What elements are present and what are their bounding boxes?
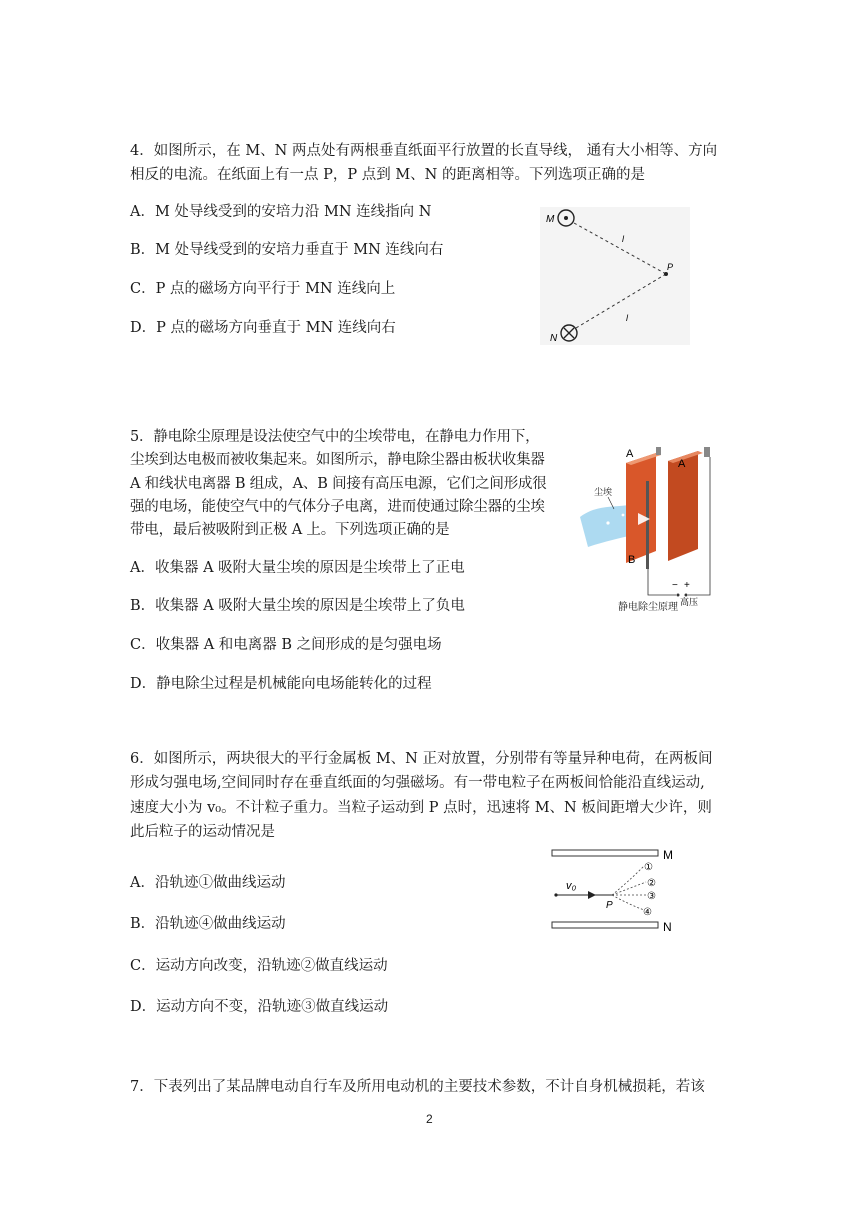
q4-fig-label-l-bottom: l <box>626 313 628 323</box>
q5-stem-line-1: 5．静电除尘原理是设法使空气中的尘埃带电，在静电力作用下， <box>130 429 540 445</box>
q5-stem-line-3: A 和线状电离器 B 组成，A、B 间接有高压电源，它们之间形成很 <box>130 476 547 492</box>
q5-figure-precipitator <box>578 443 728 613</box>
q5-figure-caption: 静电除尘原理 <box>618 602 678 613</box>
q6-fig-label-p: P <box>606 900 613 911</box>
q6-stem-line-1: 6．如图所示，两块很大的平行金属板 M、N 正对放置，分别带有等量异种电荷，在两板间 <box>130 751 713 767</box>
q6-track-1: ① <box>644 862 653 873</box>
plate-n <box>552 922 658 928</box>
q5-fig-label-dust: 尘埃 <box>594 487 613 497</box>
q5-fig-label-minus: − <box>672 580 678 591</box>
q6-fig-label-n: N <box>663 920 672 934</box>
velocity-arrow-icon <box>588 891 596 899</box>
q5-fig-label-b: B <box>628 554 636 566</box>
q4-stem-line-1: 4．如图所示，在 M、N 两点处有两根垂直纸面平行放置的长直导线， 通有大小相等、方向 <box>130 143 718 159</box>
q4-stem-line-2: 相反的电流。在纸面上有一点 P，P 点到 M、N 的距离相等。下列选项正确的是 <box>130 167 645 183</box>
q4-fig-label-m: M <box>546 214 555 225</box>
q5-stem-line-4: 强的电场，能使空气中的气体分子电离，进而使通过除尘器的尘埃 <box>130 499 545 515</box>
q6-fig-label-v0: v₀ <box>566 880 577 892</box>
q4-fig-label-l-top: l <box>622 234 624 244</box>
q4-fig-label-p: P <box>667 262 674 272</box>
q6-option-b[interactable]: B．沿轨迹④做曲线运动 <box>130 916 286 932</box>
q5-option-a[interactable]: A．收集器 A 吸附大量尘埃的原因是尘埃带上了正电 <box>130 560 465 576</box>
q5-option-b[interactable]: B．收集器 A 吸附大量尘埃的原因是尘埃带上了负电 <box>130 598 465 614</box>
q4-fig-label-n: N <box>550 333 558 344</box>
q5-fig-label-plus: + <box>684 580 690 591</box>
q4-option-a[interactable]: A．M 处导线受到的安培力沿 MN 连线指向 N <box>130 204 432 220</box>
q6-stem-line-3: 速度大小为 v₀。不计粒子重力。当粒子运动到 P 点时，迅速将 M、N 板间距增大少许，则 <box>130 800 712 816</box>
q5-option-c[interactable]: C．收集器 A 和电离器 B 之间形成的是匀强电场 <box>130 637 442 653</box>
q5-fig-label-a1: A <box>626 448 634 460</box>
q4-option-c[interactable]: C．P 点的磁场方向平行于 MN 连线向上 <box>130 281 396 297</box>
q6-option-d[interactable]: D．运动方向不变，沿轨迹③做直线运动 <box>130 999 389 1015</box>
q6-stem-line-2: 形成匀强电场,空间同时存在垂直纸面的匀强磁场。有一带电粒子在两板间恰能沿直线运动, <box>130 775 705 791</box>
q6-fig-label-m: M <box>663 848 673 862</box>
q6-option-a[interactable]: A．沿轨迹①做曲线运动 <box>130 875 286 891</box>
plate-m <box>552 850 658 856</box>
q6-figure-plates <box>548 846 688 938</box>
ionizer-wire <box>646 481 649 569</box>
q4-option-d[interactable]: D．P 点的磁场方向垂直于 MN 连线向右 <box>130 320 396 336</box>
q5-option-d[interactable]: D．静电除尘过程是机械能向电场能转化的过程 <box>130 676 432 692</box>
q5-fig-label-a2: A <box>678 458 686 470</box>
q5-stem-line-2: 尘埃到达电极而被收集起来。如图所示，静电除尘器由板状收集器 <box>130 452 545 468</box>
page-number: 2 <box>426 1112 433 1126</box>
q4-figure-wires <box>540 207 690 345</box>
q5-stem-line-5: 带电，最后被吸附到正极 A 上。下列选项正确的是 <box>130 522 450 538</box>
q6-track-4: ④ <box>643 907 652 918</box>
q7-stem-line-1: 7．下表列出了某品牌电动自行车及所用电动机的主要技术参数，不计自身机械损耗，若该 <box>130 1079 705 1095</box>
q6-track-2: ② <box>647 878 656 889</box>
q4-option-b[interactable]: B．M 处导线受到的安培力垂直于 MN 连线向右 <box>130 242 444 258</box>
q6-stem-line-4: 此后粒子的运动情况是 <box>130 824 275 840</box>
q6-option-c[interactable]: C．运动方向改变，沿轨迹②做直线运动 <box>130 958 388 974</box>
q6-track-3: ③ <box>647 891 656 902</box>
q5-fig-label-voltage: 高压 <box>680 597 699 607</box>
